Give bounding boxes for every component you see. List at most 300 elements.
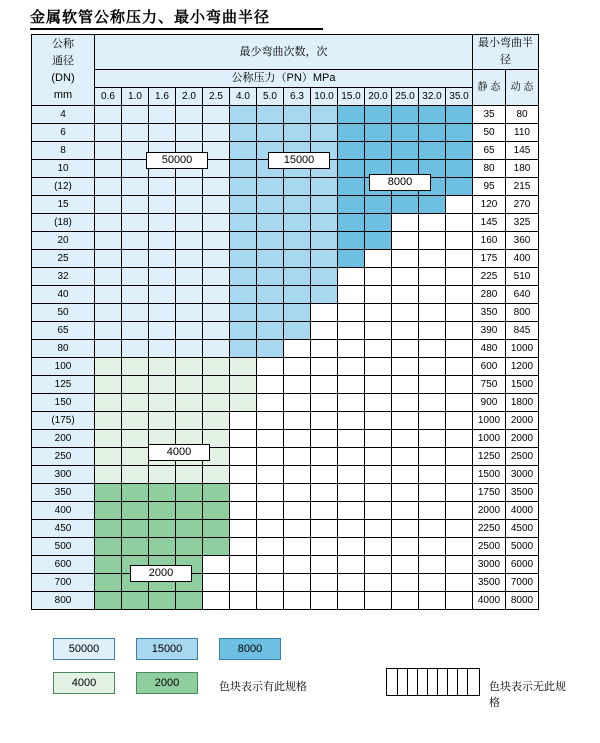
- cell-r5-c2: [149, 196, 176, 214]
- table-row: [32, 538, 539, 556]
- cell-r13-c4: [203, 340, 230, 358]
- cell-r10-c9: [338, 286, 365, 304]
- cell-r7-c5: [230, 232, 257, 250]
- cell-r0-c13: [446, 106, 473, 124]
- legend-note-grid: 色块表示无此规格: [489, 681, 566, 709]
- cell-r9-c0: [95, 268, 122, 286]
- row-dynamic-3: 180: [506, 160, 539, 178]
- cell-r23-c12: [419, 520, 446, 538]
- cell-r2-c10: [365, 142, 392, 160]
- cell-r15-c6: [257, 376, 284, 394]
- row-dynamic-4: 215: [506, 178, 539, 196]
- overlay-value-2000: 2000: [130, 565, 192, 582]
- cell-r27-c8: [311, 592, 338, 610]
- cell-r18-c5: [230, 430, 257, 448]
- row-static-3: 80: [473, 160, 506, 178]
- cell-r13-c2: [149, 340, 176, 358]
- row-dynamic-25: 6000: [506, 556, 539, 574]
- cell-r9-c4: [203, 268, 230, 286]
- cell-r22-c11: [392, 502, 419, 520]
- cell-r3-c1: [122, 160, 149, 178]
- cell-r25-c4: [203, 556, 230, 574]
- cell-r10-c7: [284, 286, 311, 304]
- overlay-value-50000: 50000: [146, 152, 208, 169]
- header-row-3-pressure-cols: [32, 88, 539, 106]
- row-dn-12: 65: [32, 322, 95, 340]
- legend-swatch-none: [386, 668, 480, 696]
- cell-r9-c1: [122, 268, 149, 286]
- cell-r5-c12: [419, 196, 446, 214]
- cell-r0-c12: [419, 106, 446, 124]
- cell-r27-c2: [149, 592, 176, 610]
- cell-r26-c12: [419, 574, 446, 592]
- header-pressure-col-4: 2.5: [203, 88, 230, 106]
- cell-r24-c6: [257, 538, 284, 556]
- cell-r1-c13: [446, 124, 473, 142]
- cell-r16-c9: [338, 394, 365, 412]
- cell-r9-c8: [311, 268, 338, 286]
- row-dynamic-21: 3500: [506, 484, 539, 502]
- row-dn-24: 500: [32, 538, 95, 556]
- overlay-value-8000: 8000: [369, 174, 431, 191]
- row-dynamic-19: 2500: [506, 448, 539, 466]
- row-dn-23: 450: [32, 520, 95, 538]
- cell-r24-c5: [230, 538, 257, 556]
- cell-r0-c0: [95, 106, 122, 124]
- cell-r8-c13: [446, 250, 473, 268]
- cell-r17-c6: [257, 412, 284, 430]
- cell-r0-c1: [122, 106, 149, 124]
- cell-r7-c1: [122, 232, 149, 250]
- cell-r20-c6: [257, 466, 284, 484]
- row-dn-27: 800: [32, 592, 95, 610]
- cell-r0-c10: [365, 106, 392, 124]
- cell-r24-c8: [311, 538, 338, 556]
- cell-r8-c2: [149, 250, 176, 268]
- cell-r5-c8: [311, 196, 338, 214]
- row-dn-17: (175): [32, 412, 95, 430]
- cell-r17-c10: [365, 412, 392, 430]
- table-row: [32, 502, 539, 520]
- header-dynamic: 动 态: [506, 70, 539, 106]
- cell-r26-c5: [230, 574, 257, 592]
- cell-r24-c13: [446, 538, 473, 556]
- cell-r12-c5: [230, 322, 257, 340]
- header-dn-cell: [32, 35, 95, 106]
- cell-r5-c11: [392, 196, 419, 214]
- cell-r12-c3: [176, 322, 203, 340]
- row-static-2: 65: [473, 142, 506, 160]
- row-dn-2: 8: [32, 142, 95, 160]
- cell-r4-c2: [149, 178, 176, 196]
- cell-r5-c6: [257, 196, 284, 214]
- cell-r17-c7: [284, 412, 311, 430]
- cell-r18-c10: [365, 430, 392, 448]
- page-title: 金属软管公称压力、最小弯曲半径: [30, 8, 271, 26]
- cell-r6-c0: [95, 214, 122, 232]
- cell-r22-c7: [284, 502, 311, 520]
- cell-r10-c1: [122, 286, 149, 304]
- cell-r18-c11: [392, 430, 419, 448]
- cell-r20-c0: [95, 466, 122, 484]
- header-min-radius: 最小弯曲半径: [473, 35, 539, 70]
- cell-r8-c1: [122, 250, 149, 268]
- cell-r23-c8: [311, 520, 338, 538]
- cell-r16-c11: [392, 394, 419, 412]
- cell-r3-c13: [446, 160, 473, 178]
- cell-r5-c4: [203, 196, 230, 214]
- cell-r21-c13: [446, 484, 473, 502]
- cell-r21-c5: [230, 484, 257, 502]
- row-dynamic-15: 1500: [506, 376, 539, 394]
- row-dn-26: 700: [32, 574, 95, 592]
- row-dynamic-9: 510: [506, 268, 539, 286]
- table-row: [32, 340, 539, 358]
- cell-r23-c5: [230, 520, 257, 538]
- cell-r14-c6: [257, 358, 284, 376]
- cell-r25-c0: [95, 556, 122, 574]
- header-row-2: [32, 70, 539, 88]
- table-row: [32, 250, 539, 268]
- row-dynamic-18: 2000: [506, 430, 539, 448]
- cell-r12-c9: [338, 322, 365, 340]
- cell-r14-c9: [338, 358, 365, 376]
- cell-r12-c13: [446, 322, 473, 340]
- cell-r12-c1: [122, 322, 149, 340]
- cell-r0-c9: [338, 106, 365, 124]
- cell-r17-c11: [392, 412, 419, 430]
- cell-r27-c4: [203, 592, 230, 610]
- cell-r2-c13: [446, 142, 473, 160]
- cell-r7-c3: [176, 232, 203, 250]
- cell-r1-c8: [311, 124, 338, 142]
- row-static-27: 4000: [473, 592, 506, 610]
- cell-r24-c0: [95, 538, 122, 556]
- cell-r26-c7: [284, 574, 311, 592]
- table-row: [32, 358, 539, 376]
- cell-r15-c8: [311, 376, 338, 394]
- cell-r6-c6: [257, 214, 284, 232]
- cell-r23-c1: [122, 520, 149, 538]
- cell-r20-c10: [365, 466, 392, 484]
- cell-r27-c6: [257, 592, 284, 610]
- cell-r14-c1: [122, 358, 149, 376]
- cell-r7-c8: [311, 232, 338, 250]
- cell-r2-c9: [338, 142, 365, 160]
- row-static-26: 3500: [473, 574, 506, 592]
- cell-r4-c1: [122, 178, 149, 196]
- cell-r2-c11: [392, 142, 419, 160]
- cell-r11-c6: [257, 304, 284, 322]
- cell-r24-c12: [419, 538, 446, 556]
- cell-r24-c7: [284, 538, 311, 556]
- cell-r20-c11: [392, 466, 419, 484]
- cell-r13-c5: [230, 340, 257, 358]
- cell-r14-c4: [203, 358, 230, 376]
- cell-r18-c6: [257, 430, 284, 448]
- cell-r4-c13: [446, 178, 473, 196]
- cell-r21-c4: [203, 484, 230, 502]
- cell-r16-c13: [446, 394, 473, 412]
- cell-r21-c1: [122, 484, 149, 502]
- row-dynamic-14: 1200: [506, 358, 539, 376]
- row-static-25: 3000: [473, 556, 506, 574]
- cell-r26-c8: [311, 574, 338, 592]
- cell-r26-c11: [392, 574, 419, 592]
- cell-r21-c3: [176, 484, 203, 502]
- cell-r2-c0: [95, 142, 122, 160]
- row-dn-11: 50: [32, 304, 95, 322]
- cell-r13-c0: [95, 340, 122, 358]
- cell-r13-c6: [257, 340, 284, 358]
- header-dn-line-1: 公称: [52, 38, 74, 50]
- cell-r8-c9: [338, 250, 365, 268]
- cell-r1-c10: [365, 124, 392, 142]
- row-dynamic-16: 1800: [506, 394, 539, 412]
- row-dynamic-8: 400: [506, 250, 539, 268]
- cell-r1-c6: [257, 124, 284, 142]
- cell-r26-c4: [203, 574, 230, 592]
- header-pressure-col-8: 10.0: [311, 88, 338, 106]
- cell-r6-c12: [419, 214, 446, 232]
- table-row: [32, 196, 539, 214]
- legend-swatch-8000: 8000: [219, 638, 281, 660]
- cell-r27-c12: [419, 592, 446, 610]
- cell-r19-c11: [392, 448, 419, 466]
- cell-r15-c10: [365, 376, 392, 394]
- cell-r13-c10: [365, 340, 392, 358]
- cell-r9-c9: [338, 268, 365, 286]
- cell-r14-c12: [419, 358, 446, 376]
- cell-r11-c13: [446, 304, 473, 322]
- cell-r8-c0: [95, 250, 122, 268]
- row-dynamic-1: 110: [506, 124, 539, 142]
- row-dn-20: 300: [32, 466, 95, 484]
- cell-r13-c3: [176, 340, 203, 358]
- row-dynamic-27: 8000: [506, 592, 539, 610]
- table-row: [32, 304, 539, 322]
- cell-r23-c2: [149, 520, 176, 538]
- cell-r4-c5: [230, 178, 257, 196]
- legend-swatch-50000: 50000: [53, 638, 115, 660]
- row-static-7: 160: [473, 232, 506, 250]
- table-row: [32, 286, 539, 304]
- cell-r21-c10: [365, 484, 392, 502]
- row-dn-14: 100: [32, 358, 95, 376]
- cell-r25-c12: [419, 556, 446, 574]
- cell-r16-c1: [122, 394, 149, 412]
- cell-r21-c6: [257, 484, 284, 502]
- cell-r10-c5: [230, 286, 257, 304]
- header-pressure-col-3: 2.0: [176, 88, 203, 106]
- cell-r11-c2: [149, 304, 176, 322]
- cell-r15-c7: [284, 376, 311, 394]
- cell-r19-c1: [122, 448, 149, 466]
- cell-r23-c0: [95, 520, 122, 538]
- cell-r0-c7: [284, 106, 311, 124]
- table-row: [32, 592, 539, 610]
- row-dn-0: 4: [32, 106, 95, 124]
- cell-r5-c13: [446, 196, 473, 214]
- cell-r15-c1: [122, 376, 149, 394]
- table-row: [32, 322, 539, 340]
- cell-r27-c11: [392, 592, 419, 610]
- header-row-1: [32, 35, 539, 70]
- cell-r2-c12: [419, 142, 446, 160]
- row-dn-19: 250: [32, 448, 95, 466]
- cell-r15-c2: [149, 376, 176, 394]
- row-dn-18: 200: [32, 430, 95, 448]
- cell-r24-c1: [122, 538, 149, 556]
- table-row: [32, 394, 539, 412]
- row-static-6: 145: [473, 214, 506, 232]
- cell-r17-c13: [446, 412, 473, 430]
- cell-r20-c3: [176, 466, 203, 484]
- cell-r22-c9: [338, 502, 365, 520]
- cell-r1-c11: [392, 124, 419, 142]
- cell-r7-c2: [149, 232, 176, 250]
- row-dn-7: 20: [32, 232, 95, 250]
- cell-r7-c0: [95, 232, 122, 250]
- cell-r11-c8: [311, 304, 338, 322]
- cell-r25-c10: [365, 556, 392, 574]
- cell-r4-c8: [311, 178, 338, 196]
- cell-r6-c7: [284, 214, 311, 232]
- cell-r3-c5: [230, 160, 257, 178]
- table-row: [32, 412, 539, 430]
- cell-r7-c12: [419, 232, 446, 250]
- row-dynamic-23: 4500: [506, 520, 539, 538]
- cell-r17-c0: [95, 412, 122, 430]
- cell-r1-c12: [419, 124, 446, 142]
- cell-r8-c12: [419, 250, 446, 268]
- cell-r14-c11: [392, 358, 419, 376]
- cell-r7-c13: [446, 232, 473, 250]
- cell-r10-c3: [176, 286, 203, 304]
- cell-r21-c8: [311, 484, 338, 502]
- cell-r27-c10: [365, 592, 392, 610]
- cell-r16-c7: [284, 394, 311, 412]
- header-pressure-col-12: 32.0: [419, 88, 446, 106]
- header-static: 静 态: [473, 70, 506, 106]
- cell-r13-c1: [122, 340, 149, 358]
- row-dn-3: 10: [32, 160, 95, 178]
- row-dn-8: 25: [32, 250, 95, 268]
- cell-r19-c7: [284, 448, 311, 466]
- cell-r0-c3: [176, 106, 203, 124]
- cell-r18-c1: [122, 430, 149, 448]
- row-dn-15: 125: [32, 376, 95, 394]
- cell-r27-c1: [122, 592, 149, 610]
- overlay-value-15000: 15000: [268, 152, 330, 169]
- header-pressure-col-2: 1.6: [149, 88, 176, 106]
- cell-r11-c9: [338, 304, 365, 322]
- cell-r19-c6: [257, 448, 284, 466]
- cell-r22-c1: [122, 502, 149, 520]
- cell-r2-c5: [230, 142, 257, 160]
- cell-r1-c2: [149, 124, 176, 142]
- row-dn-6: (18): [32, 214, 95, 232]
- cell-r17-c2: [149, 412, 176, 430]
- cell-r26-c6: [257, 574, 284, 592]
- cell-r4-c0: [95, 178, 122, 196]
- row-dynamic-11: 800: [506, 304, 539, 322]
- cell-r16-c8: [311, 394, 338, 412]
- cell-r19-c5: [230, 448, 257, 466]
- cell-r7-c7: [284, 232, 311, 250]
- row-dn-22: 400: [32, 502, 95, 520]
- cell-r6-c4: [203, 214, 230, 232]
- row-static-20: 1500: [473, 466, 506, 484]
- cell-r4-c3: [176, 178, 203, 196]
- cell-r5-c1: [122, 196, 149, 214]
- cell-r11-c0: [95, 304, 122, 322]
- cell-r16-c12: [419, 394, 446, 412]
- cell-r10-c2: [149, 286, 176, 304]
- cell-r20-c2: [149, 466, 176, 484]
- table-row: [32, 178, 539, 196]
- overlay-value-4000: 4000: [148, 444, 210, 461]
- header-pressure-col-10: 20.0: [365, 88, 392, 106]
- cell-r15-c13: [446, 376, 473, 394]
- cell-r15-c5: [230, 376, 257, 394]
- cell-r16-c5: [230, 394, 257, 412]
- legend-swatch-15000: 15000: [136, 638, 198, 660]
- header-pressure-col-13: 35.0: [446, 88, 473, 106]
- cell-r8-c10: [365, 250, 392, 268]
- cell-r25-c5: [230, 556, 257, 574]
- row-static-23: 2250: [473, 520, 506, 538]
- cell-r24-c3: [176, 538, 203, 556]
- cell-r15-c9: [338, 376, 365, 394]
- row-dynamic-17: 2000: [506, 412, 539, 430]
- cell-r20-c5: [230, 466, 257, 484]
- cell-r26-c10: [365, 574, 392, 592]
- cell-r4-c6: [257, 178, 284, 196]
- cell-r7-c4: [203, 232, 230, 250]
- cell-r6-c3: [176, 214, 203, 232]
- cell-r13-c12: [419, 340, 446, 358]
- row-static-15: 750: [473, 376, 506, 394]
- cell-r10-c13: [446, 286, 473, 304]
- cell-r9-c5: [230, 268, 257, 286]
- row-dn-1: 6: [32, 124, 95, 142]
- table-row: [32, 232, 539, 250]
- cell-r18-c12: [419, 430, 446, 448]
- cell-r23-c9: [338, 520, 365, 538]
- cell-r25-c11: [392, 556, 419, 574]
- cell-r22-c12: [419, 502, 446, 520]
- cell-r13-c8: [311, 340, 338, 358]
- legend-swatch-4000: 4000: [53, 672, 115, 694]
- table-row: [32, 466, 539, 484]
- cell-r6-c13: [446, 214, 473, 232]
- cell-r0-c11: [392, 106, 419, 124]
- cell-r11-c5: [230, 304, 257, 322]
- cell-r1-c3: [176, 124, 203, 142]
- cell-r14-c13: [446, 358, 473, 376]
- cell-r21-c11: [392, 484, 419, 502]
- header-bend-count: 最少弯曲次数，次: [95, 35, 473, 70]
- cell-r11-c12: [419, 304, 446, 322]
- cell-r24-c11: [392, 538, 419, 556]
- cell-r6-c2: [149, 214, 176, 232]
- cell-r9-c13: [446, 268, 473, 286]
- cell-r17-c4: [203, 412, 230, 430]
- row-dn-16: 150: [32, 394, 95, 412]
- header-pressure-col-9: 15.0: [338, 88, 365, 106]
- cell-r6-c11: [392, 214, 419, 232]
